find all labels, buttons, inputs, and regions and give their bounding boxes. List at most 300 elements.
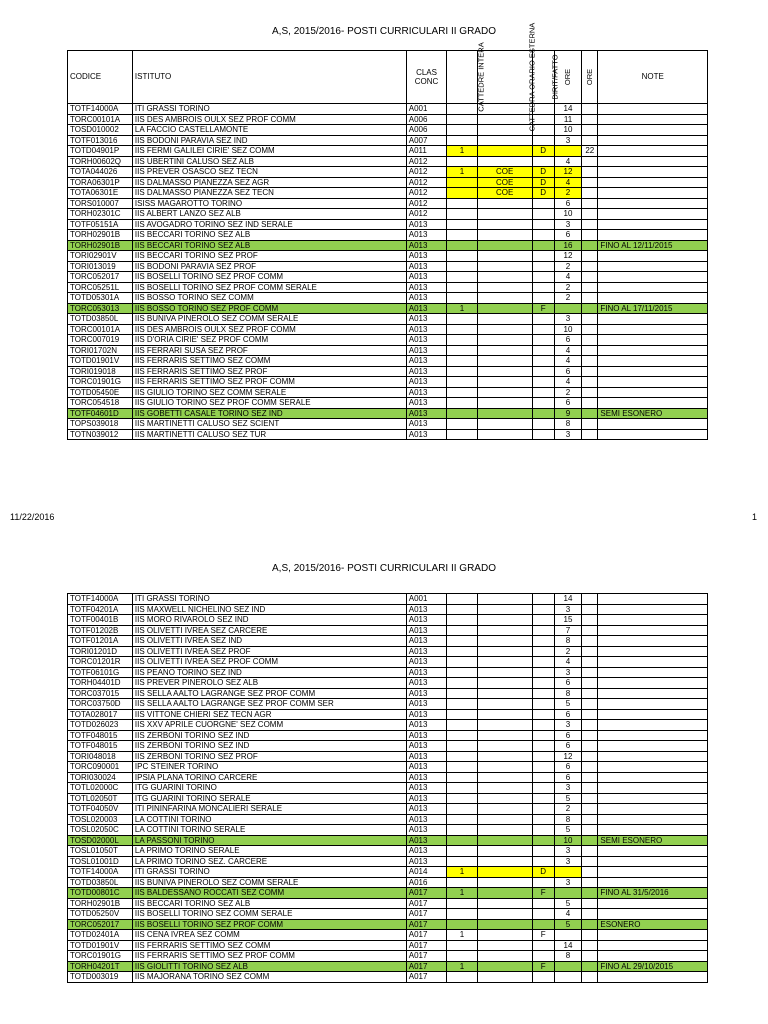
cell-dirit: D: [532, 177, 554, 188]
cell-ore2: [582, 198, 598, 209]
cell-ore: 7: [554, 625, 581, 636]
cell-ore2: 22: [582, 146, 598, 157]
table-row: [68, 408, 708, 419]
cell-intera: [447, 751, 477, 762]
cell-codice: TORC01201R: [68, 657, 133, 668]
cell-clas: A012: [406, 188, 447, 199]
table-row: [68, 667, 708, 678]
cell-note: [598, 314, 708, 325]
cell-dirit: [532, 751, 554, 762]
table-row: [68, 272, 708, 283]
cell-codice: TORI019018: [68, 366, 133, 377]
cell-note: [598, 846, 708, 857]
cell-codice: TORI013019: [68, 261, 133, 272]
cell-clas: A011: [406, 146, 447, 157]
cell-orario: [477, 688, 532, 699]
cell-istituto: IIS SELLA AALTO LAGRANGE SEZ PROF COMM: [132, 688, 406, 699]
cell-dirit: [532, 919, 554, 930]
cell-codice: TOTD03850L: [68, 314, 133, 325]
cell-ore: 5: [554, 699, 581, 710]
cell-note: [598, 177, 708, 188]
cell-clas: A012: [406, 156, 447, 167]
cell-note: [598, 804, 708, 815]
cell-note: [598, 167, 708, 178]
cell-dirit: [532, 909, 554, 920]
cell-dirit: [532, 720, 554, 731]
cell-ore2: [582, 825, 598, 836]
cell-clas: A013: [406, 345, 447, 356]
cell-ore: [554, 303, 581, 314]
cell-orario: [477, 730, 532, 741]
cell-codice: TOTA06301E: [68, 188, 133, 199]
cell-orario: [477, 783, 532, 794]
cell-note: [598, 345, 708, 356]
cell-intera: 1: [447, 146, 477, 157]
header-ore-2-label: ORE: [585, 69, 595, 86]
cell-intera: [447, 835, 477, 846]
cell-ore2: [582, 408, 598, 419]
cell-codice: TORC090001: [68, 762, 133, 773]
cell-note: [598, 293, 708, 304]
cell-ore2: [582, 772, 598, 783]
cell-dirit: [532, 814, 554, 825]
cell-ore: 2: [554, 188, 581, 199]
cell-codice: TORH04401D: [68, 678, 133, 689]
table-row: [68, 762, 708, 773]
cell-note: [598, 667, 708, 678]
cell-dirit: [532, 615, 554, 626]
cell-codice: TOTD00801C: [68, 888, 133, 899]
cell-orario: [477, 646, 532, 657]
cell-istituto: ITI PININFARINA MONCALIERI SERALE: [132, 804, 406, 815]
cell-istituto: IIS FERRARIS SETTIMO SEZ PROF COMM: [132, 377, 406, 388]
cell-clas: A013: [406, 814, 447, 825]
cell-dirit: [532, 636, 554, 647]
cell-orario: [477, 272, 532, 283]
cell-ore: 14: [554, 104, 581, 115]
cell-ore: 4: [554, 377, 581, 388]
cell-istituto: ITI GRASSI TORINO: [132, 867, 406, 878]
cell-ore2: [582, 909, 598, 920]
cell-orario: [477, 156, 532, 167]
cell-intera: [447, 314, 477, 325]
cell-intera: [447, 366, 477, 377]
cell-ore: 6: [554, 709, 581, 720]
cell-ore: 4: [554, 156, 581, 167]
header-cattedre-intera-label: CATTEDRE INTERA: [477, 42, 487, 112]
cell-intera: 1: [447, 930, 477, 941]
cell-intera: [447, 919, 477, 930]
cell-codice: TOTF01202B: [68, 625, 133, 636]
cell-note: FINO AL 17/11/2015: [598, 303, 708, 314]
table-row: [68, 293, 708, 304]
cell-ore: 16: [554, 240, 581, 251]
cell-codice: TORC053013: [68, 303, 133, 314]
cell-orario: [477, 314, 532, 325]
table-row: [68, 114, 708, 125]
cell-orario: [477, 888, 532, 899]
cell-istituto: IIS VITTONE CHIERI SEZ TECN AGR: [132, 709, 406, 720]
cell-dirit: [532, 730, 554, 741]
cell-codice: TOTD026023: [68, 720, 133, 731]
cell-note: [598, 898, 708, 909]
cell-intera: [447, 272, 477, 283]
cell-clas: A017: [406, 930, 447, 941]
cell-codice: TORH02901B: [68, 898, 133, 909]
cell-note: [598, 657, 708, 668]
cell-note: FINO AL 31/5/2016: [598, 888, 708, 899]
cell-intera: [447, 604, 477, 615]
cell-note: SEMI ESONERO: [598, 835, 708, 846]
cell-clas: A013: [406, 324, 447, 335]
cell-istituto: IIS BOSELLI TORINO SEZ PROF COMM: [132, 919, 406, 930]
table-row: [68, 240, 708, 251]
cell-clas: A013: [406, 303, 447, 314]
cell-intera: [447, 972, 477, 983]
cell-dirit: D: [532, 167, 554, 178]
cell-clas: A013: [406, 751, 447, 762]
cell-intera: [447, 646, 477, 657]
cell-clas: A017: [406, 919, 447, 930]
cell-istituto: IIS OLIVETTI IVREA SEZ CARCERE: [132, 625, 406, 636]
cell-ore2: [582, 324, 598, 335]
cell-note: [598, 156, 708, 167]
cell-intera: [447, 104, 477, 115]
cell-note: [598, 709, 708, 720]
cell-note: [598, 135, 708, 146]
header-clas: CLAS: [416, 67, 437, 77]
cell-orario: [477, 219, 532, 230]
cell-dirit: [532, 783, 554, 794]
cell-intera: [447, 324, 477, 335]
cell-note: [598, 814, 708, 825]
cell-intera: [447, 615, 477, 626]
cell-dirit: [532, 156, 554, 167]
cell-note: [598, 615, 708, 626]
cell-ore2: [582, 667, 598, 678]
cell-ore: 3: [554, 219, 581, 230]
cell-intera: [447, 856, 477, 867]
cell-note: [598, 856, 708, 867]
cell-ore2: [582, 261, 598, 272]
cell-istituto: IIS D'ORIA CIRIE' SEZ PROF COMM: [132, 335, 406, 346]
cell-istituto: IIS OLIVETTI IVREA SEZ PROF: [132, 646, 406, 657]
cell-dirit: [532, 293, 554, 304]
cell-orario: [477, 408, 532, 419]
cell-ore2: [582, 867, 598, 878]
cell-clas: A013: [406, 667, 447, 678]
cell-dirit: [532, 678, 554, 689]
cell-intera: [447, 657, 477, 668]
cell-intera: [447, 720, 477, 731]
table-row: [68, 846, 708, 857]
cell-clas: A006: [406, 125, 447, 136]
cell-orario: [477, 699, 532, 710]
cell-note: [598, 604, 708, 615]
cell-note: [598, 188, 708, 199]
cell-ore2: [582, 751, 598, 762]
cell-ore: 12: [554, 251, 581, 262]
cell-ore: 12: [554, 751, 581, 762]
cell-intera: [447, 909, 477, 920]
cell-note: [598, 877, 708, 888]
cell-clas: A013: [406, 709, 447, 720]
cell-note: [598, 867, 708, 878]
cell-clas: A013: [406, 314, 447, 325]
cell-istituto: IIS BODONI PARAVIA SEZ PROF: [132, 261, 406, 272]
table-body-page2: [68, 594, 708, 983]
table-row: [68, 930, 708, 941]
cell-clas: A013: [406, 688, 447, 699]
cell-orario: [477, 135, 532, 146]
header-istituto: ISTITUTO: [132, 51, 406, 104]
cell-dirit: [532, 261, 554, 272]
header-cattedre-intera: [447, 42, 487, 112]
cell-ore2: [582, 604, 598, 615]
cell-intera: 1: [447, 167, 477, 178]
cell-orario: [477, 772, 532, 783]
table-row: [68, 387, 708, 398]
cell-ore2: [582, 135, 598, 146]
cell-codice: TORI01201D: [68, 646, 133, 657]
cell-intera: [447, 261, 477, 272]
cell-ore: [554, 146, 581, 157]
cell-istituto: IPSIA PLANA TORINO CARCERE: [132, 772, 406, 783]
cell-istituto: IIS BODONI PARAVIA SEZ IND: [132, 135, 406, 146]
cell-dirit: [532, 793, 554, 804]
cell-intera: [447, 387, 477, 398]
cell-intera: [447, 814, 477, 825]
cell-codice: TOTD04901P: [68, 146, 133, 157]
cell-ore: 6: [554, 730, 581, 741]
cell-orario: [477, 303, 532, 314]
cell-ore: [554, 930, 581, 941]
table-row: [68, 657, 708, 668]
cell-intera: 1: [447, 867, 477, 878]
cell-istituto: IIS BECCARI TORINO SEZ ALB: [132, 230, 406, 241]
cell-intera: [447, 198, 477, 209]
cell-dirit: [532, 699, 554, 710]
cell-codice: TOTL02000C: [68, 783, 133, 794]
cell-orario: [477, 387, 532, 398]
cell-clas: A013: [406, 366, 447, 377]
header-ore-2: [582, 51, 598, 104]
cell-note: [598, 772, 708, 783]
cell-note: [598, 261, 708, 272]
cell-istituto: IIS BUNIVA PINEROLO SEZ COMM SERALE: [132, 877, 406, 888]
cell-clas: A013: [406, 377, 447, 388]
cell-dirit: [532, 356, 554, 367]
cell-ore: 4: [554, 657, 581, 668]
table-row: [68, 156, 708, 167]
cell-intera: [447, 699, 477, 710]
cell-note: [598, 251, 708, 262]
cell-intera: [447, 625, 477, 636]
cell-istituto: IIS OLIVETTI IVREA SEZ IND: [132, 636, 406, 647]
cell-intera: [447, 877, 477, 888]
cell-codice: TOSD010002: [68, 125, 133, 136]
cell-orario: [477, 762, 532, 773]
cell-ore: 8: [554, 814, 581, 825]
cell-codice: TORI030024: [68, 772, 133, 783]
cell-dirit: [532, 667, 554, 678]
cell-istituto: IIS UBERTINI CALUSO SEZ ALB: [132, 156, 406, 167]
table-row: [68, 783, 708, 794]
cell-istituto: IIS BECCARI TORINO SEZ ALB: [132, 898, 406, 909]
cell-ore2: [582, 930, 598, 941]
cell-orario: [477, 751, 532, 762]
table-row: [68, 888, 708, 899]
cell-note: [598, 104, 708, 115]
cell-intera: [447, 345, 477, 356]
cell-note: [598, 741, 708, 752]
table-row: [68, 867, 708, 878]
cell-intera: [447, 209, 477, 220]
cell-istituto: IPC STEINER TORINO: [132, 762, 406, 773]
cell-ore: 12: [554, 167, 581, 178]
cell-codice: TORH04201T: [68, 961, 133, 972]
cell-istituto: IIS DES AMBROIS OULX SEZ PROF COMM: [132, 114, 406, 125]
cell-note: ESONERO: [598, 919, 708, 930]
cell-codice: TOSL02050C: [68, 825, 133, 836]
cell-dirit: [532, 366, 554, 377]
cell-clas: A013: [406, 646, 447, 657]
cell-orario: [477, 898, 532, 909]
cell-ore2: [582, 888, 598, 899]
cell-dirit: [532, 604, 554, 615]
cell-ore2: [582, 730, 598, 741]
cell-istituto: IIS FERRARIS SETTIMO SEZ PROF: [132, 366, 406, 377]
header-dirit-label: DIRIT/FATTO: [550, 54, 560, 100]
cell-clas: A013: [406, 335, 447, 346]
cell-orario: [477, 282, 532, 293]
cell-note: [598, 419, 708, 430]
cell-istituto: IIS DALMASSO PIANEZZA SEZ TECN: [132, 188, 406, 199]
cell-codice: TORH00602Q: [68, 156, 133, 167]
cell-clas: A012: [406, 177, 447, 188]
cell-note: [598, 783, 708, 794]
cell-orario: [477, 419, 532, 430]
cell-dirit: [532, 377, 554, 388]
cell-ore2: [582, 783, 598, 794]
cell-codice: TORC00101A: [68, 324, 133, 335]
table-row: [68, 303, 708, 314]
cell-intera: [447, 783, 477, 794]
cell-ore: 8: [554, 951, 581, 962]
cell-clas: A013: [406, 793, 447, 804]
table-row: [68, 230, 708, 241]
cell-orario: [477, 835, 532, 846]
cell-istituto: IIS PREVER OSASCO SEZ TECN: [132, 167, 406, 178]
cell-orario: [477, 804, 532, 815]
cell-ore: 5: [554, 825, 581, 836]
cell-istituto: ITG GUARINI TORINO: [132, 783, 406, 794]
cell-note: SEMI ESONERO: [598, 408, 708, 419]
cell-clas: A013: [406, 783, 447, 794]
cell-clas: A013: [406, 604, 447, 615]
cell-clas: A013: [406, 419, 447, 430]
table-row: [68, 104, 708, 115]
cell-clas: A017: [406, 909, 447, 920]
cell-orario: [477, 594, 532, 605]
cell-istituto: IIS MARTINETTI CALUSO SEZ SCIENT: [132, 419, 406, 430]
cell-ore: 10: [554, 835, 581, 846]
cell-codice: TORC007019: [68, 335, 133, 346]
cell-orario: [477, 293, 532, 304]
cell-intera: [447, 293, 477, 304]
header-conc: CONC: [414, 77, 439, 86]
cell-ore2: [582, 877, 598, 888]
cell-dirit: [532, 135, 554, 146]
cell-orario: [477, 919, 532, 930]
header-note: NOTE: [598, 51, 708, 104]
cell-clas: A013: [406, 825, 447, 836]
cell-ore: [554, 888, 581, 899]
cell-note: [598, 429, 708, 440]
cell-orario: [477, 940, 532, 951]
cell-clas: A013: [406, 720, 447, 731]
cell-orario: [477, 951, 532, 962]
cell-clas: A016: [406, 877, 447, 888]
cell-codice: TORC01901G: [68, 377, 133, 388]
cell-intera: [447, 667, 477, 678]
page-title-2: A,S, 2015/2016- POSTI CURRICULARI II GRADO: [272, 563, 496, 574]
cell-note: [598, 324, 708, 335]
cell-istituto: IIS SELLA AALTO LAGRANGE SEZ PROF COMM SER: [132, 699, 406, 710]
cell-ore2: [582, 377, 598, 388]
cell-ore2: [582, 657, 598, 668]
cell-note: [598, 366, 708, 377]
cell-codice: TOTA044026: [68, 167, 133, 178]
cell-intera: [447, 898, 477, 909]
cell-codice: TOTF14000A: [68, 104, 133, 115]
cell-clas: A013: [406, 699, 447, 710]
cell-codice: TOTF04050V: [68, 804, 133, 815]
cell-clas: A017: [406, 940, 447, 951]
table-row: [68, 188, 708, 199]
cell-ore: 3: [554, 877, 581, 888]
cell-ore2: [582, 156, 598, 167]
cell-orario: [477, 961, 532, 972]
table-row: [68, 961, 708, 972]
cell-istituto: IIS GIOLITTI TORINO SEZ ALB: [132, 961, 406, 972]
cell-intera: [447, 240, 477, 251]
cell-dirit: D: [532, 146, 554, 157]
cell-dirit: [532, 741, 554, 752]
cell-istituto: IIS BECCARI TORINO SEZ ALB: [132, 240, 406, 251]
cell-clas: A013: [406, 804, 447, 815]
cell-istituto: IIS BOSELLI TORINO SEZ COMM SERALE: [132, 909, 406, 920]
cell-codice: TORI01702N: [68, 345, 133, 356]
cell-ore: 14: [554, 594, 581, 605]
cell-dirit: F: [532, 961, 554, 972]
cell-note: [598, 125, 708, 136]
cell-dirit: [532, 408, 554, 419]
table-row: [68, 398, 708, 409]
cell-clas: A017: [406, 888, 447, 899]
cell-istituto: ITI GRASSI TORINO: [132, 104, 406, 115]
cell-clas: A001: [406, 104, 447, 115]
cell-orario: [477, 657, 532, 668]
cell-ore: 3: [554, 783, 581, 794]
cell-intera: [447, 114, 477, 125]
table-row: [68, 909, 708, 920]
cell-dirit: [532, 387, 554, 398]
cell-intera: [447, 793, 477, 804]
cell-codice: TORH02901B: [68, 240, 133, 251]
cell-note: [598, 146, 708, 157]
cell-ore: 11: [554, 114, 581, 125]
